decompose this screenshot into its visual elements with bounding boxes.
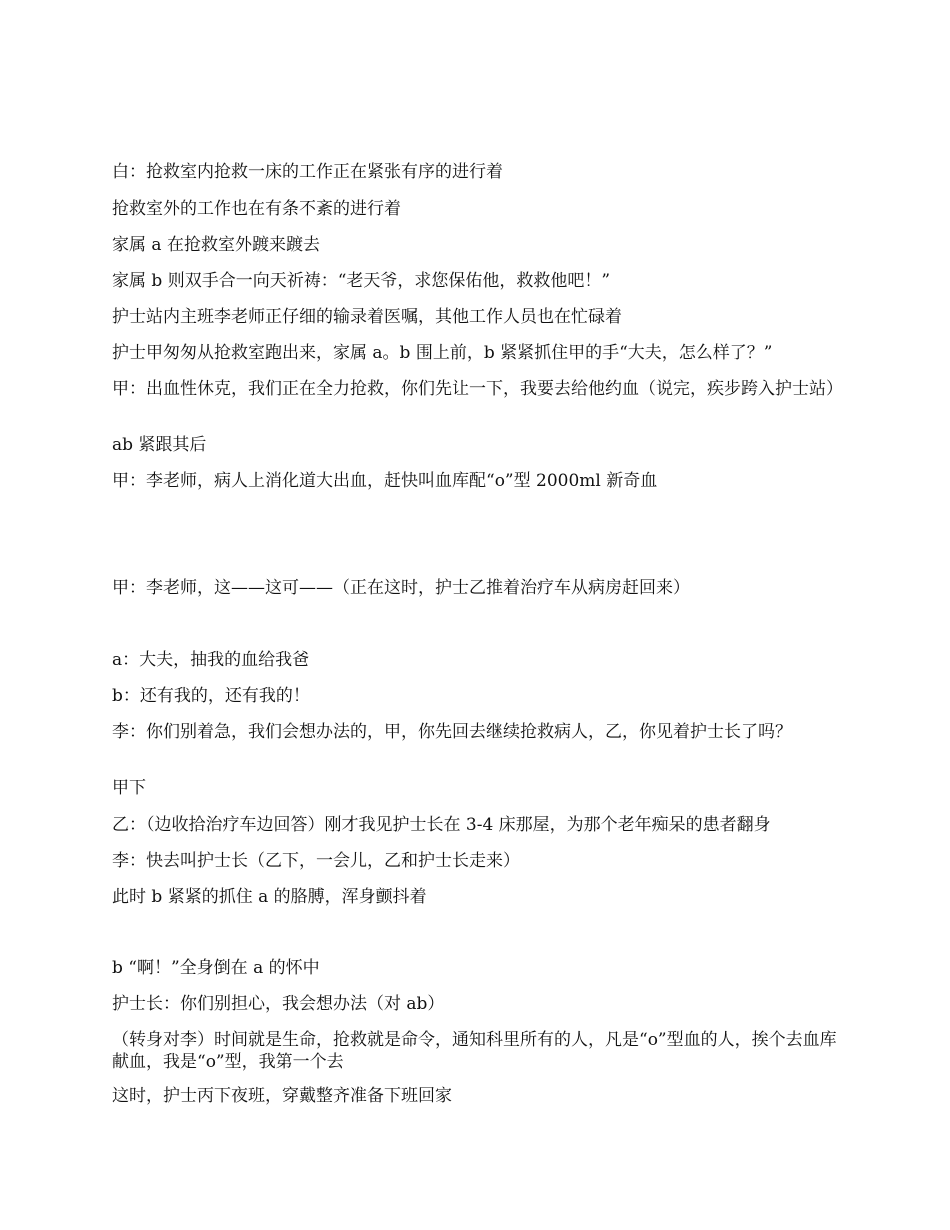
paragraph-17: 此时 b 紧紧的抓住 a 的胳膊，浑身颤抖着: [112, 887, 427, 907]
paragraph-2: 抢救室外的工作也在有条不紊的进行着: [112, 199, 401, 219]
paragraph-16: 李：快去叫护士长（乙下，一会儿，乙和护士长走来）: [112, 851, 520, 871]
paragraph-18: b “啊！”全身倒在 a 的怀中: [112, 958, 320, 978]
paragraph-6: 护士甲匆匆从抢救室跑出来，家属 a。b 围上前，b 紧紧抓住甲的手“大夫，怎么样了？”: [112, 343, 773, 363]
paragraph-20: （转身对李）时间就是生命，抢救就是命令，通知科里所有的人，凡是“o”型血的人，挨个去血库献血，我是“o”型，我第一个去: [112, 1030, 837, 1072]
paragraph-8: ab 紧跟其后: [112, 435, 207, 455]
paragraph-13: 李：你们别着急，我们会想办法的，甲，你先回去继续抢救病人，乙，你见着护士长了吗？: [112, 722, 792, 742]
paragraph-14: 甲下: [112, 778, 146, 798]
paragraph-1: 白：抢救室内抢救一床的工作正在紧张有序的进行着: [112, 162, 503, 182]
paragraph-21: 这时，护士丙下夜班，穿戴整齐准备下班回家: [112, 1086, 452, 1106]
paragraph-3: 家属 a 在抢救室外踱来踱去: [112, 235, 320, 255]
paragraph-7: 甲：出血性休克，我们正在全力抢救，你们先让一下，我要去给他约血（说完，疾步跨入护士站）: [112, 379, 843, 399]
paragraph-4: 家属 b 则双手合一向天祈祷：“老天爷，求您保佑他，救救他吧！”: [112, 271, 611, 291]
paragraph-11: a：大夫，抽我的血给我爸: [112, 650, 310, 670]
paragraph-10: 甲：李老师，这——这可——（正在这时，护士乙推着治疗车从病房赶回来）: [112, 578, 690, 598]
paragraph-19: 护士长：你们别担心，我会想办法（对 ab）: [112, 994, 445, 1014]
paragraph-15: 乙：（边收拾治疗车边回答）刚才我见护士长在 3-4 床那屋，为那个老年痴呆的患者翻身: [112, 815, 771, 835]
paragraph-12: b：还有我的，还有我的！: [112, 686, 310, 706]
paragraph-5: 护士站内主班李老师正仔细的输录着医嘱，其他工作人员也在忙碌着: [112, 307, 622, 327]
paragraph-9: 甲：李老师，病人上消化道大出血，赶快叫血库配“o”型 2000ml 新奇血: [112, 471, 658, 491]
